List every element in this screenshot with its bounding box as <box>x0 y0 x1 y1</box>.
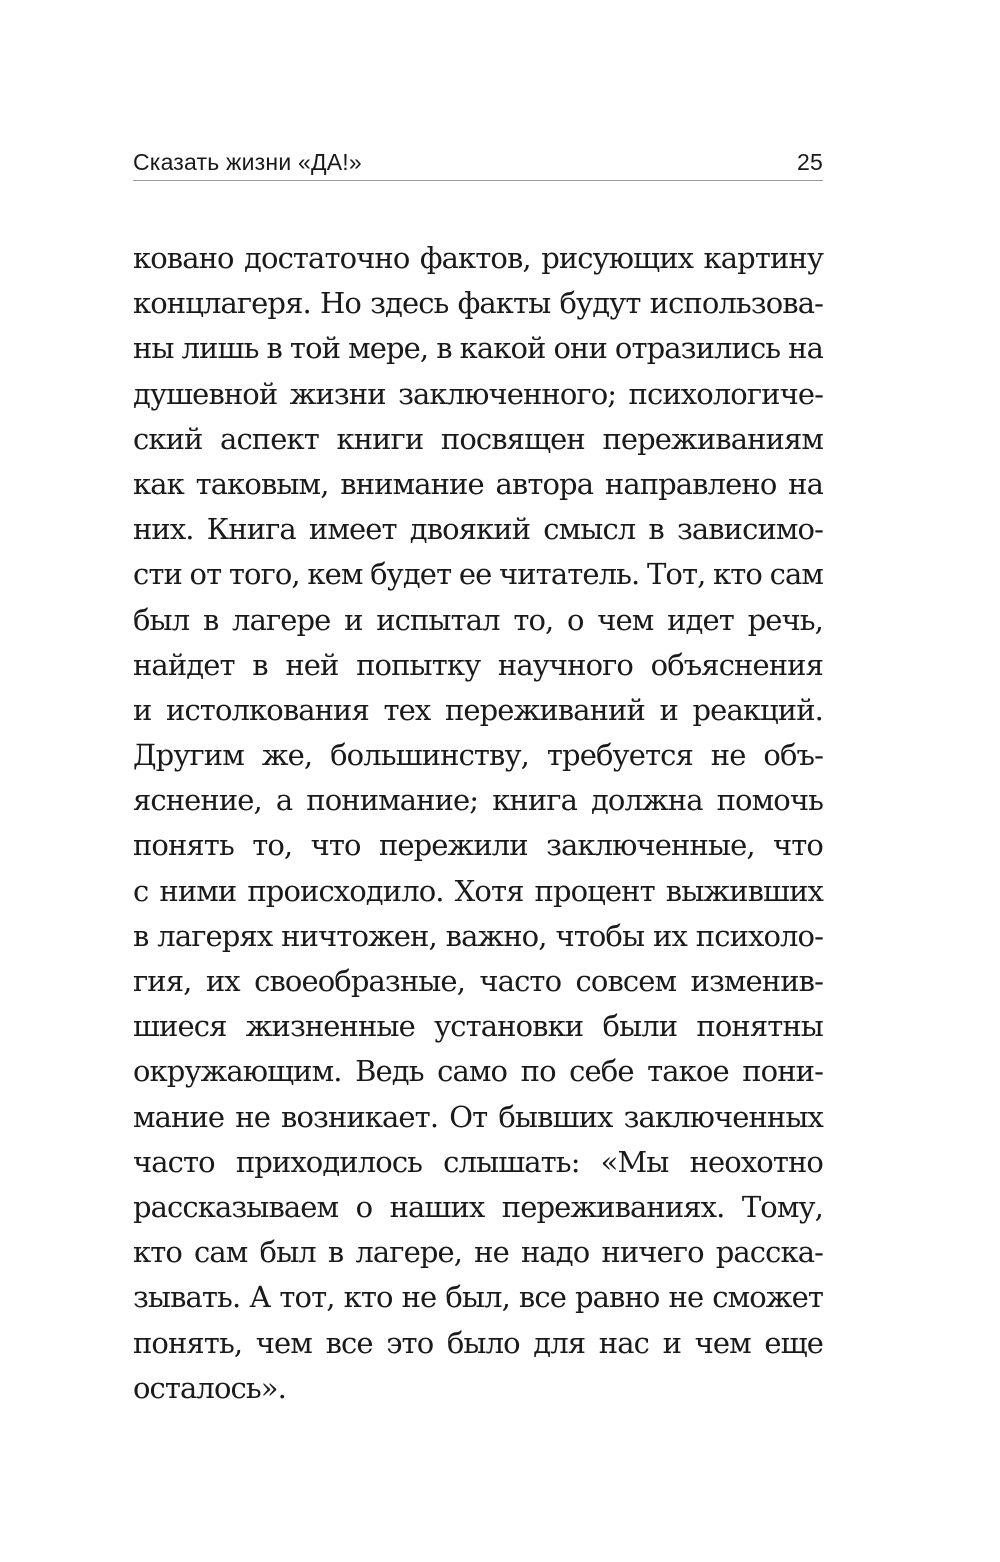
text-line: них. Книга имеет двоякий смысл в зависимо- <box>133 512 823 547</box>
text-line: с ними происходило. Хотя процент выживших <box>133 873 823 908</box>
text-line: шиеся жизненные установки были понятны <box>133 1009 823 1044</box>
body-text <box>133 236 823 1411</box>
text-line: мание не возникает. От бывших заключенных <box>133 1099 823 1134</box>
text-line: понять то, что пережили заключенные, что <box>133 828 823 863</box>
text-line: как таковым, внимание автора направлено на <box>133 466 823 501</box>
text-line: кто сам был в лагере, не надо ничего расска- <box>133 1235 823 1270</box>
text-line: рассказываем о наших переживаниях. Тому, <box>133 1189 823 1224</box>
text-line: осталось». <box>133 1370 286 1405</box>
text-line: найдет в ней попытку научного объяснения <box>133 647 823 682</box>
text-line: яснение, а понимание; книга должна помочь <box>133 783 823 818</box>
text-line: Другим же, большинству, требуется не объ- <box>133 738 823 773</box>
text-line: часто приходилось слышать: «Мы неохотно <box>133 1144 823 1179</box>
text-line: сти от того, кем будет ее читатель. Тот, кто сам <box>133 557 823 592</box>
text-line: концлагеря. Но здесь факты будут использова- <box>133 286 823 321</box>
text-line: ский аспект книги посвящен переживаниям <box>133 421 823 456</box>
text-line: был в лагере и испытал то, о чем идет речь, <box>133 602 823 637</box>
header-divider <box>133 180 823 181</box>
running-header <box>133 140 823 176</box>
text-line: понять, чем все это было для нас и чем еще <box>133 1325 823 1360</box>
text-line: в лагерях ничтожен, важно, чтобы их психоло- <box>133 918 823 953</box>
text-line: душевной жизни заключенного; психологиче- <box>133 376 823 411</box>
text-line: окружающим. Ведь само по себе такое пони- <box>133 1054 823 1089</box>
text-line: и истолкования тех переживаний и реакций. <box>133 692 823 727</box>
text-line: зывать. А тот, кто не был, все равно не сможет <box>133 1280 823 1315</box>
text-line: ны лишь в той мере, в какой они отразились на <box>133 331 823 366</box>
running-title: Сказать жизни «ДА!» <box>133 149 362 175</box>
text-line: гия, их своеобразные, часто совсем изменив- <box>133 964 823 998</box>
text-line: ковано достаточно фактов, рисующих картину <box>133 241 823 275</box>
page-number: 25 <box>797 149 823 175</box>
